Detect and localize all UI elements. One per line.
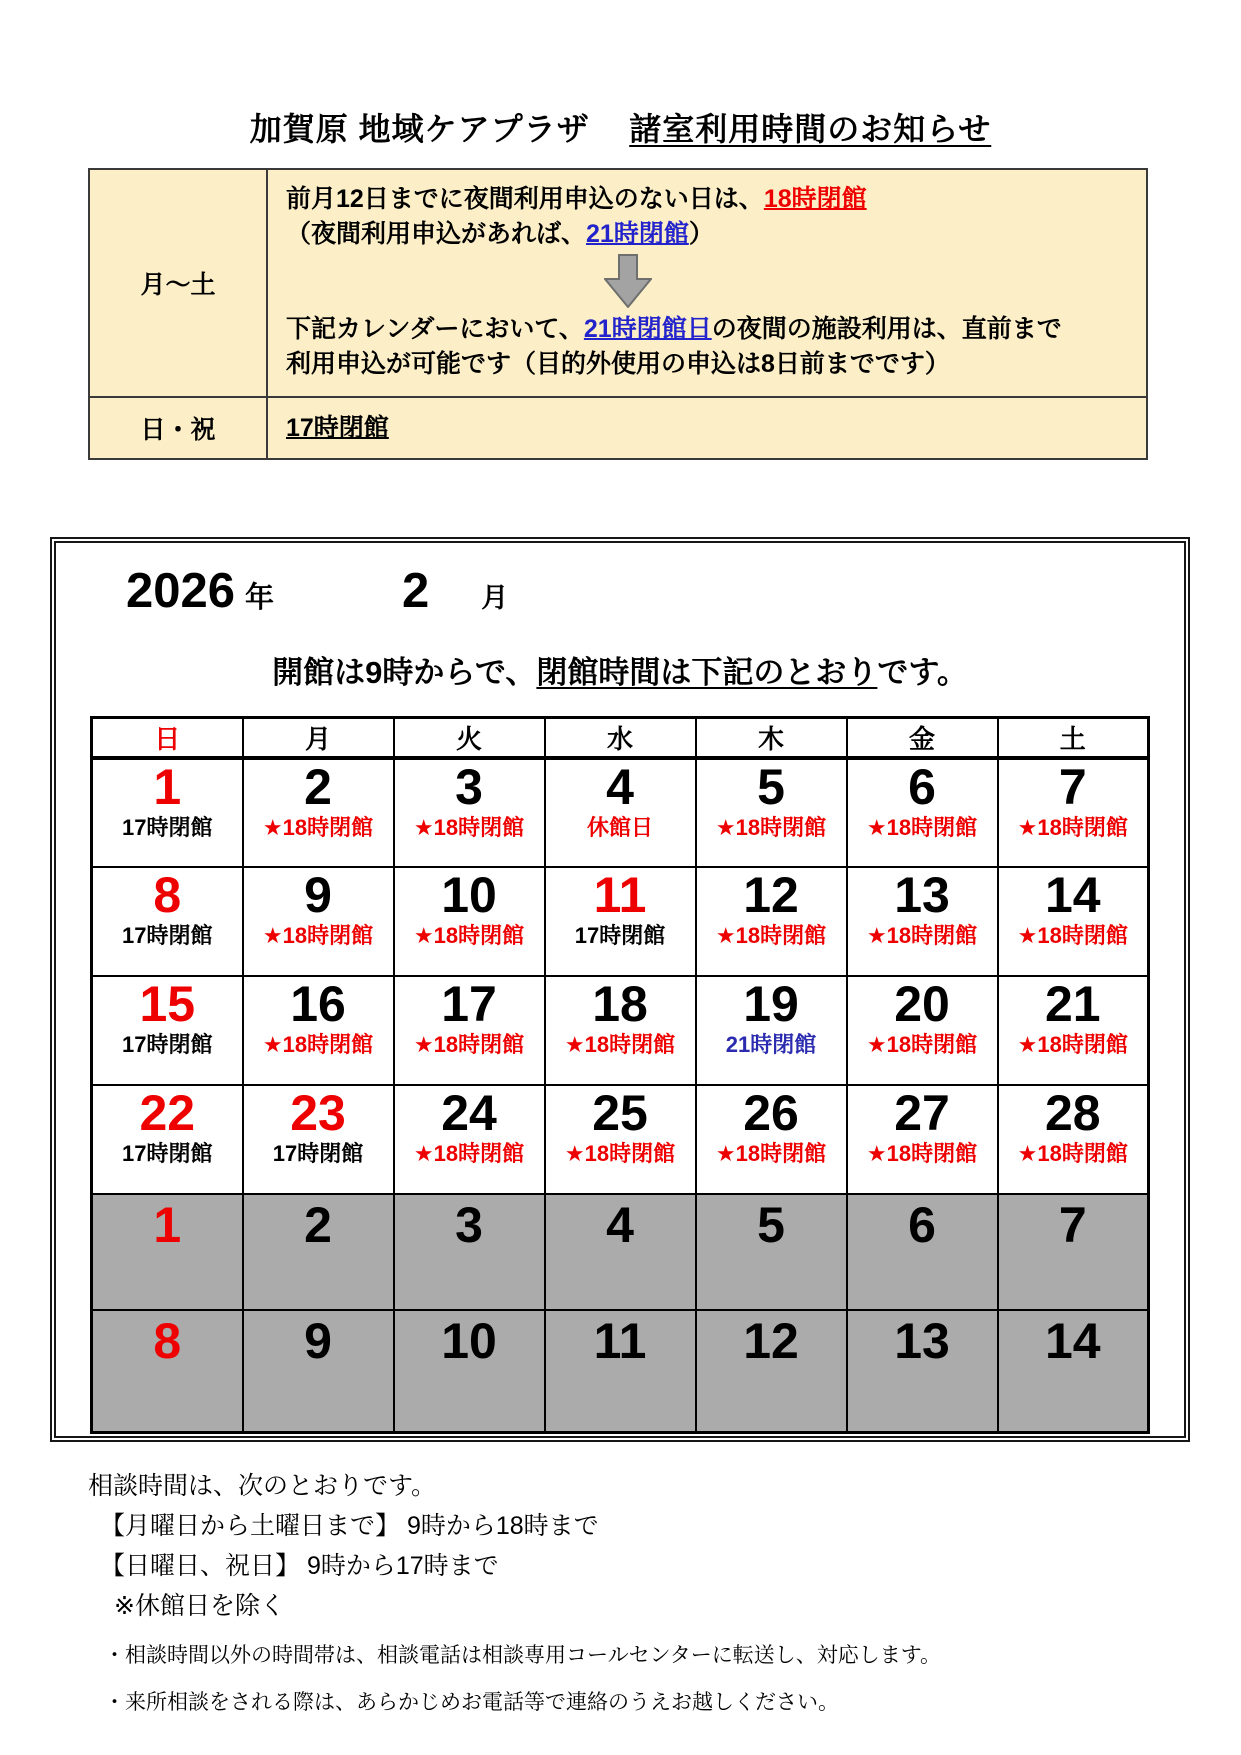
closing-time-label: ★18時閉館 [866, 815, 978, 840]
notice-label-monsat: 月～土 [90, 170, 268, 396]
calendar-cell [92, 758, 243, 867]
calendar-date: 4 [606, 759, 634, 815]
weekday-header: 金 [847, 718, 998, 759]
calendar-box [50, 537, 1190, 1442]
weekday-header: 日 [92, 718, 243, 759]
calendar-date: 19 [743, 976, 799, 1032]
weekday-header: 土 [998, 718, 1149, 759]
notice-sunhol-17close: 17時閉館 [286, 413, 389, 442]
notice-sunhol-content [268, 398, 1146, 458]
notice-row-sunhol [90, 398, 1146, 458]
calendar-date: 15 [139, 976, 196, 1032]
closing-time-label: 17時閉館 [122, 1141, 213, 1166]
next-month-date: 11 [593, 1313, 647, 1369]
calendar-cell [545, 976, 696, 1085]
footer-line-sunhol-hours: 【日曜日、祝日】 9時から17時まで [100, 1552, 499, 1580]
next-month-cell [545, 1194, 696, 1310]
title-notice-text: 諸室利用時間のお知らせ [629, 111, 992, 147]
calendar-cell [998, 1085, 1149, 1194]
closing-time-label: 休館日 [586, 815, 653, 840]
closing-time-label: 21時閉館 [725, 1032, 817, 1057]
next-month-date: 1 [153, 1197, 182, 1253]
calendar-cell [243, 758, 394, 867]
calendar-cell [394, 976, 545, 1085]
next-month-date: 14 [1044, 1313, 1101, 1369]
notice-label-sunhol: 日・祝 [90, 398, 268, 458]
calendar-date: 1 [153, 759, 182, 815]
calendar-cell [847, 976, 998, 1085]
calendar-date: 24 [441, 1085, 497, 1141]
calendar-subtitle [56, 647, 1184, 692]
next-month-cell [847, 1194, 998, 1310]
footer-line-consult-hours: 相談時間は、次のとおりです。 [88, 1472, 437, 1500]
calendar-date: 12 [743, 867, 799, 923]
calendar-cell [394, 758, 545, 867]
next-month-row [92, 1194, 1149, 1310]
weekday-header: 月 [243, 718, 394, 759]
footer-line-visit: ・来所相談をされる際は、あらかじめお電話等で連絡のうえお越しください。 [104, 1691, 839, 1714]
next-month-date: 4 [606, 1197, 634, 1253]
closing-time-label: ★18時閉館 [1017, 815, 1128, 840]
next-month-cell [998, 1310, 1149, 1432]
footer-line-monsat-hours: 【月曜日から土曜日まで】 9時から18時まで [100, 1512, 599, 1540]
next-month-date: 8 [153, 1313, 182, 1369]
calendar-date: 18 [592, 976, 648, 1032]
closing-time-label: ★18時閉館 [1017, 1141, 1128, 1166]
calendar-date: 14 [1044, 867, 1101, 923]
notice-line-2 [286, 217, 1134, 252]
notice-table [88, 168, 1148, 460]
closing-time-label: ★18時閉館 [413, 815, 525, 840]
calendar-cell [92, 867, 243, 976]
closing-time-label: ★18時閉館 [413, 923, 525, 948]
notice-line-3 [286, 312, 1134, 347]
calendar-cell [545, 758, 696, 867]
footer-line-except-closed: ※休館日を除く [114, 1592, 285, 1620]
calendar-date: 3 [455, 759, 483, 815]
notice-line-1 [286, 182, 1134, 217]
next-month-date: 10 [441, 1313, 497, 1369]
notice-line1-18close: 18時閉館 [763, 185, 867, 213]
calendar-week-row [92, 1085, 1149, 1194]
closing-time-label: ★18時閉館 [262, 923, 374, 948]
calendar-date: 13 [894, 867, 950, 923]
calendar-cell [847, 1085, 998, 1194]
notice-monsat-content [268, 170, 1146, 396]
next-month-cell [394, 1310, 545, 1432]
next-month-cell [394, 1194, 545, 1310]
next-month-cell [696, 1194, 847, 1310]
calendar-cell [998, 758, 1149, 867]
footer-notes [88, 1466, 1188, 1726]
calendar-week-row [92, 867, 1149, 976]
notice-row-monsat [90, 170, 1146, 398]
next-month-date: 7 [1058, 1197, 1087, 1253]
calendar-cell [998, 867, 1149, 976]
calendar-month-suffix: 月 [481, 583, 509, 613]
calendar-cell [92, 976, 243, 1085]
next-month-cell [545, 1310, 696, 1432]
next-month-row [92, 1310, 1149, 1432]
closing-time-label: ★18時閉館 [715, 1141, 827, 1166]
calendar-date: 28 [1044, 1085, 1101, 1141]
calendar-date: 25 [592, 1085, 648, 1141]
calendar-year-line [126, 563, 1184, 619]
next-month-date: 3 [455, 1197, 483, 1253]
calendar-cell [394, 1085, 545, 1194]
calendar-cell [696, 1085, 847, 1194]
calendar-date: 11 [593, 867, 647, 923]
calendar-year-suffix: 年 [245, 582, 275, 614]
next-month-date: 5 [757, 1197, 785, 1253]
next-month-date: 9 [304, 1313, 332, 1369]
down-arrow-icon [604, 254, 1134, 310]
closing-time-label: ★18時閉館 [564, 1032, 676, 1057]
calendar-cell [696, 976, 847, 1085]
title-facility-name: 加賀原 地域ケアプラザ [249, 111, 590, 147]
calendar-cell [394, 867, 545, 976]
calendar-cell [696, 758, 847, 867]
next-month-cell [243, 1310, 394, 1432]
next-month-cell [92, 1194, 243, 1310]
calendar-week-row [92, 758, 1149, 867]
page-title [0, 104, 1241, 150]
calendar-subtitle-pre: 開館は9時からで、 [272, 655, 537, 690]
next-month-date: 12 [743, 1313, 799, 1369]
calendar-cell [696, 867, 847, 976]
closing-time-label: ★18時閉館 [1017, 923, 1128, 948]
closing-time-label: ★18時閉館 [413, 1032, 525, 1057]
closing-time-label: ★18時閉館 [866, 1141, 978, 1166]
calendar-subtitle-underlined: 閉館時間は下記のとおり [536, 655, 878, 690]
closing-time-label: ★18時閉館 [413, 1141, 525, 1166]
calendar-cell [243, 976, 394, 1085]
next-month-date: 13 [894, 1313, 950, 1369]
calendar-date: 6 [908, 759, 936, 815]
weekday-header-row [92, 718, 1149, 759]
notice-line2-paren: ） [688, 220, 714, 248]
next-month-cell [998, 1194, 1149, 1310]
closing-time-label: 17時閉館 [122, 1032, 213, 1057]
next-month-date: 2 [304, 1197, 332, 1253]
closing-time-label: ★18時閉館 [262, 1032, 374, 1057]
notice-line3-tail: の夜間の施設利用は、直前まで [711, 315, 1062, 343]
closing-time-label: 17時閉館 [122, 815, 213, 840]
closing-time-label: ★18時閉館 [866, 1032, 978, 1057]
calendar-year: 2026 [126, 564, 236, 618]
calendar-cell [545, 867, 696, 976]
closing-time-label: 17時閉館 [574, 923, 666, 948]
calendar-date: 2 [304, 759, 332, 815]
calendar-date: 26 [743, 1085, 799, 1141]
calendar-table [90, 716, 1150, 1434]
next-month-cell [92, 1310, 243, 1432]
calendar-month: 2 [402, 564, 430, 618]
closing-time-label: ★18時閉館 [1017, 1032, 1128, 1057]
calendar-date: 21 [1044, 976, 1101, 1032]
notice-line4-text: 利用申込が可能です（目的外使用の申込は8日前までです） [286, 350, 950, 378]
closing-time-label: ★18時閉館 [866, 923, 978, 948]
next-month-cell [696, 1310, 847, 1432]
closing-time-label: ★18時閉館 [564, 1141, 676, 1166]
calendar-cell [243, 1085, 394, 1194]
closing-time-label: 17時閉館 [122, 923, 213, 948]
notice-line3-text: 下記カレンダーにおいて、 [286, 315, 584, 343]
footer-line-callcenter: ・相談時間以外の時間帯は、相談電話は相談専用コールセンターに転送し、対応します。 [104, 1644, 942, 1667]
calendar-cell [545, 1085, 696, 1194]
calendar-date: 7 [1058, 759, 1087, 815]
calendar-date: 20 [894, 976, 950, 1032]
next-month-cell [847, 1310, 998, 1432]
calendar-date: 27 [894, 1085, 950, 1141]
next-month-date: 6 [908, 1197, 936, 1253]
next-month-cell [243, 1194, 394, 1310]
calendar-cell [847, 867, 998, 976]
calendar-cell [92, 1085, 243, 1194]
weekday-header: 木 [696, 718, 847, 759]
closing-time-label: ★18時閉館 [262, 815, 374, 840]
notice-line2-21close: 21時閉館 [586, 220, 689, 248]
calendar-date: 16 [290, 976, 346, 1032]
calendar-cell [998, 976, 1149, 1085]
calendar-date: 8 [153, 867, 182, 923]
calendar-week-row [92, 976, 1149, 1085]
closing-time-label: 17時閉館 [272, 1141, 364, 1166]
weekday-header: 火 [394, 718, 545, 759]
notice-line2-text: （夜間利用申込があれば、 [286, 220, 587, 248]
notice-line3-21close-day: 21時閉館日 [583, 315, 712, 343]
calendar-subtitle-post: です。 [877, 655, 968, 690]
closing-time-label: ★18時閉館 [715, 923, 827, 948]
notice-line1-text: 前月12日までに夜間利用申込のない日は、 [286, 185, 764, 213]
calendar-date: 10 [441, 867, 497, 923]
closing-time-label: ★18時閉館 [715, 815, 827, 840]
weekday-header: 水 [545, 718, 696, 759]
calendar-cell [847, 758, 998, 867]
calendar-date: 22 [139, 1085, 196, 1141]
calendar-date: 9 [304, 867, 332, 923]
calendar-cell [243, 867, 394, 976]
calendar-date: 5 [757, 759, 785, 815]
notice-line-4 [286, 347, 1134, 382]
calendar-date: 23 [290, 1085, 346, 1141]
calendar-date: 17 [441, 976, 497, 1032]
